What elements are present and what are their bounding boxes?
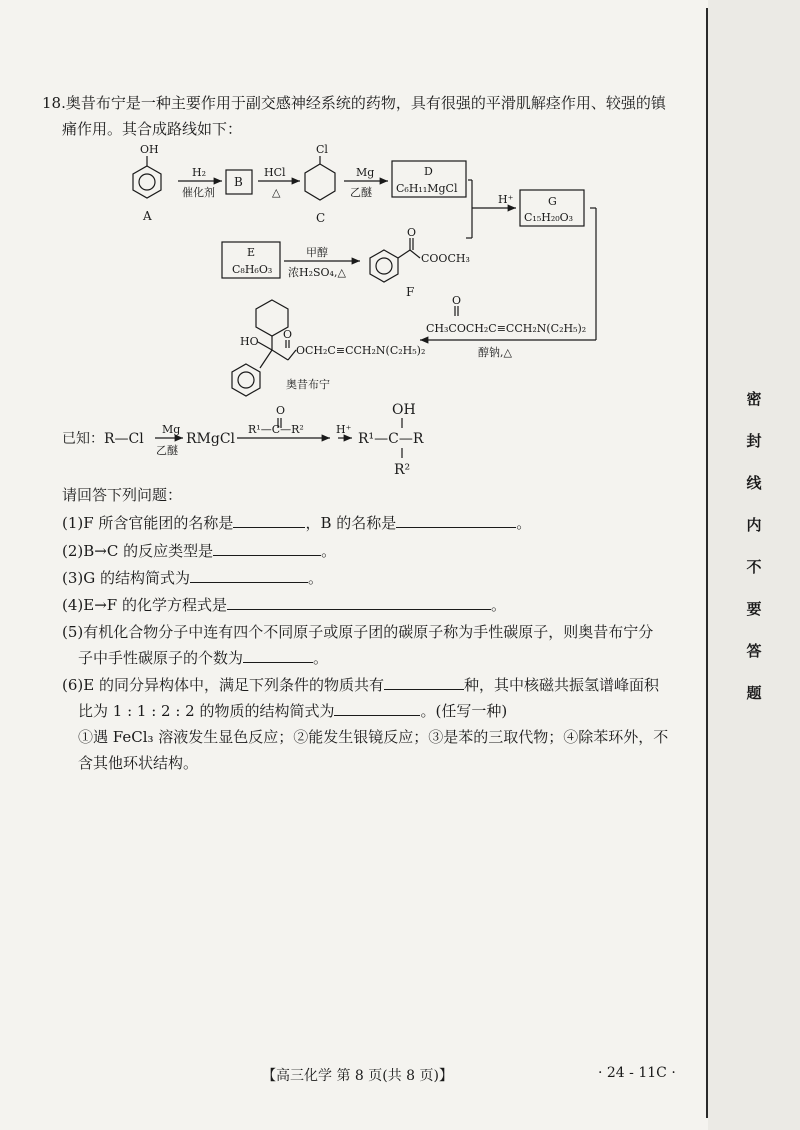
synthesis-scheme	[0, 0, 700, 480]
d-formula: C₆H₁₁MgCl	[396, 182, 458, 195]
question-1: (1)F 所含官能团的名称是 ，B 的名称是 。	[62, 514, 532, 532]
seal-char: 题	[746, 684, 762, 702]
phenol-aromatic-circle	[139, 174, 155, 190]
box-b-label: B	[234, 175, 243, 189]
seal-char: 不	[746, 558, 762, 576]
reagent-catalyst: 催化剂	[182, 186, 215, 199]
label-a: A	[143, 209, 152, 223]
question-6-conditions-cont: 含其他环状结构。	[78, 754, 199, 772]
answer-blank[interactable]	[334, 700, 420, 716]
known-ketone-o: O	[276, 404, 286, 417]
f-ester-group: COOCH₃	[421, 252, 470, 265]
benzene-ring-f	[370, 250, 398, 282]
reagent-methanol: 甲醇	[306, 246, 328, 259]
answer-blank[interactable]	[190, 567, 308, 583]
known-ether: 乙醚	[156, 444, 178, 457]
reagent-h2: H₂	[192, 166, 207, 179]
seal-char: 线	[746, 474, 762, 492]
seal-char: 内	[746, 516, 762, 534]
g-formula: C₁₅H₂₀O₃	[524, 211, 574, 224]
label-c: C	[316, 211, 326, 225]
answer-blank[interactable]	[384, 674, 464, 690]
reagent-carbonyl-o: O	[452, 294, 462, 307]
question-2: (2)B→C 的反应类型是 。	[62, 542, 337, 560]
known-mg: Mg	[162, 423, 181, 436]
f-carbonyl-o: O	[407, 226, 417, 239]
reagent-alkyne-ester: CH₃COCH₂C≡CCH₂N(C₂H₅)₂	[426, 322, 587, 335]
known-h-plus: H⁺	[336, 423, 352, 436]
seal-char: 封	[746, 432, 762, 450]
answer-blank[interactable]	[213, 540, 321, 556]
product-hydroxyl: HO	[240, 335, 259, 348]
seal-line	[706, 8, 708, 1118]
product-side-chain: OCH₂C≡CCH₂N(C₂H₅)₂	[296, 344, 426, 357]
known-alcohol: R¹—C—R	[358, 431, 424, 447]
known-r2: R²	[394, 462, 411, 478]
known-prefix: 已知：R—Cl	[62, 431, 144, 447]
reagent-hcl: HCl	[264, 166, 286, 179]
seal-char: 答	[746, 642, 762, 660]
reagent-ether: 乙醚	[350, 186, 372, 199]
seal-char: 要	[746, 600, 762, 618]
question-5-line2: 子中手性碳原子的个数为 。	[78, 649, 329, 667]
footer-code: · 24 - 11C ·	[598, 1065, 676, 1081]
question-6-conditions: ①遇 FeCl₃ 溶液发生显色反应；②能发生银镜反应；③是苯的三取代物；④除苯环外，不	[78, 728, 669, 746]
e-formula: C₈H₆O₃	[232, 263, 273, 276]
known-oh: OH	[392, 402, 416, 418]
question-3: (3)G 的结构简式为 。	[62, 569, 324, 587]
question-6-line1: (6)E 的同分异构体中，满足下列条件的物质共有 种，其中核磁共振氢谱峰面积	[62, 676, 659, 694]
reagent-mg: Mg	[356, 166, 375, 179]
question-4: (4)E→F 的化学方程式是 。	[62, 596, 506, 614]
footer-page-info: 【高三化学 第 8 页(共 8 页)】	[262, 1068, 453, 1084]
question-intro-line2: 痛作用。其合成路线如下：	[62, 120, 243, 138]
g-label: G	[548, 195, 557, 208]
chlorine-atom: Cl	[316, 143, 328, 156]
phenol-oh: OH	[140, 143, 159, 156]
answer-blank[interactable]	[396, 512, 516, 528]
answer-blank[interactable]	[233, 512, 305, 528]
reagent-h2so4: 浓H₂SO₄,△	[288, 266, 346, 279]
question-6-line2: 比为 1 : 1 : 2 : 2 的物质的结构简式为 。(任写一种)	[78, 702, 508, 720]
question-intro-line1: 18.奥昔布宁是一种主要作用于副交感神经系统的药物，具有很强的平滑肌解痉作用、较强的镇	[42, 94, 666, 112]
d-label: D	[424, 165, 433, 178]
answer-blank[interactable]	[227, 594, 491, 610]
heat-symbol: △	[272, 186, 281, 199]
product-benzene	[232, 364, 260, 396]
known-ketone: R¹—C—R²	[248, 423, 304, 436]
reagent-sodium-alkoxide: 醇钠,△	[478, 346, 512, 359]
product-carbonyl-o: O	[283, 328, 293, 341]
answers-intro: 请回答下列问题：	[62, 486, 183, 504]
seal-warning	[742, 388, 766, 724]
seal-char: 密	[746, 390, 762, 408]
e-label: E	[247, 246, 256, 259]
product-name: 奥昔布宁	[286, 378, 330, 391]
cyclohexane-ring	[305, 164, 335, 200]
label-f: F	[406, 285, 415, 299]
answer-blank[interactable]	[243, 647, 313, 663]
known-grignard: RMgCl	[186, 431, 236, 447]
reagent-h-plus: H⁺	[498, 193, 514, 206]
question-5-line1: (5)有机化合物分子中连有四个不同原子或原子团的碳原子称为手性碳原子，则奥昔布宁分	[62, 623, 654, 641]
phenol-ring	[133, 166, 161, 198]
